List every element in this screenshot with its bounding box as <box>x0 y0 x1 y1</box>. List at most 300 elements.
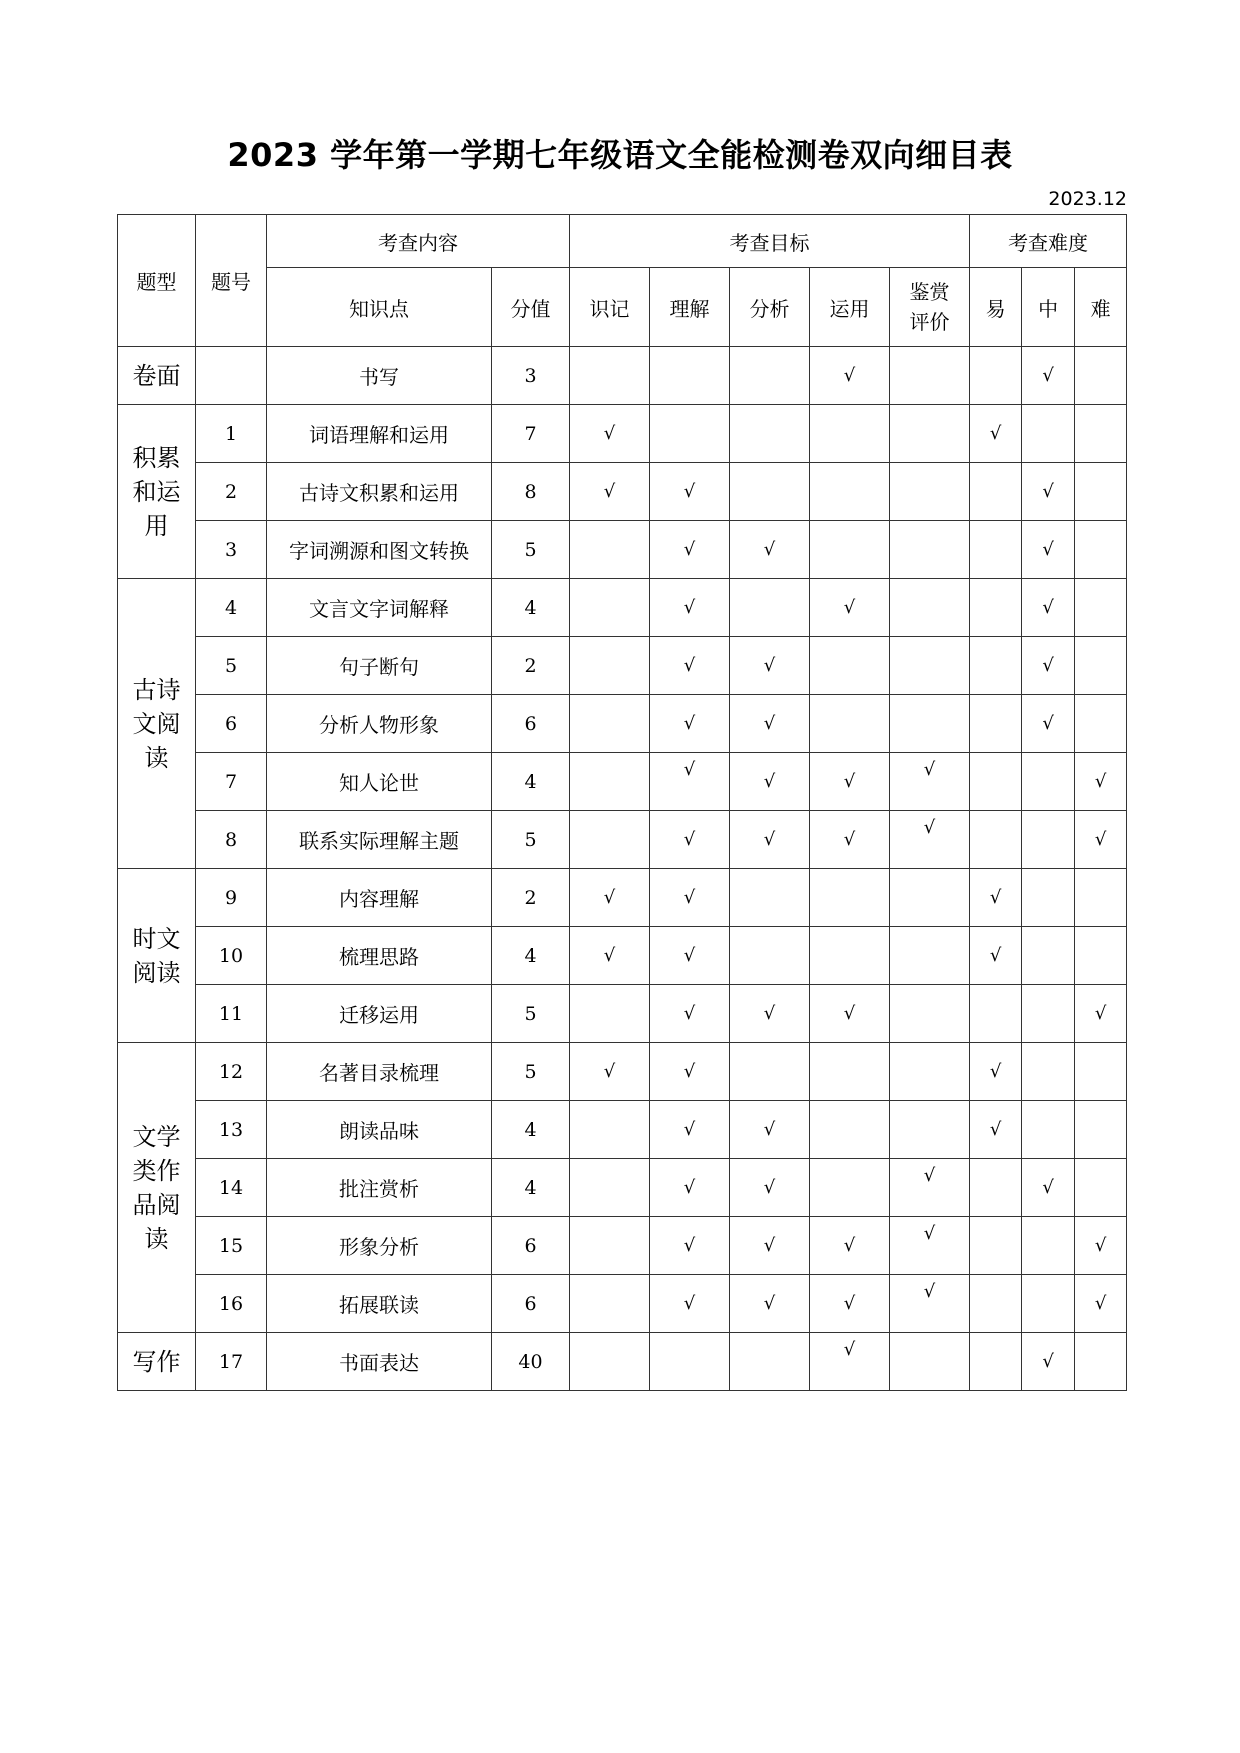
check-mark: √ <box>763 713 776 734</box>
check-cell <box>730 1275 810 1333</box>
header-appreciate: 鉴赏 评价 <box>890 268 970 347</box>
check-cell <box>650 1333 730 1391</box>
check-mark: √ <box>843 1293 856 1314</box>
check-mark: √ <box>1042 1351 1054 1372</box>
score-value: 5 <box>492 985 570 1043</box>
score-value: 40 <box>492 1333 570 1391</box>
check-cell <box>1075 811 1127 869</box>
check-cell <box>890 1043 970 1101</box>
check-cell <box>1075 695 1127 753</box>
knowledge-point: 古诗文积累和运用 <box>267 463 492 521</box>
check-cell <box>730 1159 810 1217</box>
check-cell <box>1022 1159 1075 1217</box>
question-number: 9 <box>196 869 267 927</box>
question-number: 6 <box>196 695 267 753</box>
check-cell <box>890 869 970 927</box>
check-mark: √ <box>683 481 696 502</box>
check-cell <box>1075 753 1127 811</box>
check-mark: √ <box>1042 655 1054 676</box>
check-cell <box>1075 405 1127 463</box>
check-cell <box>1075 869 1127 927</box>
check-cell <box>810 1043 890 1101</box>
check-mark: √ <box>1094 1235 1107 1256</box>
knowledge-point: 文言文字词解释 <box>267 579 492 637</box>
specification-table <box>117 214 1127 1391</box>
question-number: 10 <box>196 927 267 985</box>
section-name: 文学 类作 品阅 读 <box>118 1043 196 1333</box>
check-cell <box>810 927 890 985</box>
check-cell <box>570 579 650 637</box>
score-value: 8 <box>492 463 570 521</box>
check-cell <box>730 985 810 1043</box>
check-cell <box>650 811 730 869</box>
check-mark: √ <box>683 1119 696 1140</box>
check-cell <box>810 869 890 927</box>
check-cell <box>970 1333 1022 1391</box>
check-cell <box>970 347 1022 405</box>
knowledge-point: 词语理解和运用 <box>267 405 492 463</box>
check-cell <box>810 579 890 637</box>
check-cell <box>1022 985 1075 1043</box>
check-cell <box>1022 463 1075 521</box>
check-cell <box>730 753 810 811</box>
check-cell <box>970 811 1022 869</box>
check-cell <box>890 985 970 1043</box>
check-mark: √ <box>989 423 1002 444</box>
table-row <box>118 869 1127 927</box>
knowledge-point: 句子断句 <box>267 637 492 695</box>
knowledge-point: 拓展联读 <box>267 1275 492 1333</box>
check-cell <box>1022 1333 1075 1391</box>
score-value: 4 <box>492 927 570 985</box>
check-cell <box>810 1159 890 1217</box>
page-title: 2023 学年第一学期七年级语文全能检测卷双向细目表 <box>227 136 1013 174</box>
check-mark: √ <box>843 365 856 386</box>
check-mark: √ <box>843 1003 856 1024</box>
check-mark: √ <box>683 829 696 850</box>
check-cell <box>810 985 890 1043</box>
check-cell <box>890 1217 970 1275</box>
header-memorize: 识记 <box>570 268 650 347</box>
check-mark: √ <box>1042 365 1054 386</box>
check-mark: √ <box>763 1119 776 1140</box>
check-cell <box>1022 579 1075 637</box>
check-cell <box>970 463 1022 521</box>
check-mark: √ <box>923 1165 936 1186</box>
question-number: 3 <box>196 521 267 579</box>
document-date: 2023.12 <box>1048 188 1127 210</box>
check-cell <box>570 521 650 579</box>
check-cell <box>1022 1275 1075 1333</box>
check-cell <box>810 695 890 753</box>
check-mark: √ <box>1042 713 1054 734</box>
check-cell <box>1075 1217 1127 1275</box>
check-cell <box>730 1333 810 1391</box>
check-mark: √ <box>763 1293 776 1314</box>
table-row <box>118 753 1127 811</box>
table-row <box>118 695 1127 753</box>
knowledge-point: 批注赏析 <box>267 1159 492 1217</box>
score-value: 5 <box>492 521 570 579</box>
table-row <box>118 347 1127 405</box>
check-cell <box>570 463 650 521</box>
check-cell <box>570 753 650 811</box>
check-cell <box>650 1159 730 1217</box>
section-name: 积累 和运 用 <box>118 405 196 579</box>
check-mark: √ <box>763 1235 776 1256</box>
check-mark: √ <box>989 945 1002 966</box>
table-row <box>118 1043 1127 1101</box>
check-cell <box>970 1275 1022 1333</box>
check-cell <box>1022 927 1075 985</box>
check-cell <box>1022 405 1075 463</box>
check-cell <box>1075 1043 1127 1101</box>
table-row <box>118 811 1127 869</box>
table-row <box>118 927 1127 985</box>
check-mark: √ <box>603 423 616 444</box>
check-cell <box>970 753 1022 811</box>
check-cell <box>650 1217 730 1275</box>
check-mark: √ <box>763 539 776 560</box>
check-mark: √ <box>683 945 696 966</box>
table-row <box>118 579 1127 637</box>
question-number: 7 <box>196 753 267 811</box>
check-cell <box>730 869 810 927</box>
check-cell <box>730 347 810 405</box>
check-cell <box>970 637 1022 695</box>
score-value: 4 <box>492 1159 570 1217</box>
question-number: 12 <box>196 1043 267 1101</box>
check-mark: √ <box>1042 1177 1054 1198</box>
check-cell <box>1022 637 1075 695</box>
table-row <box>118 637 1127 695</box>
check-mark: √ <box>763 1003 776 1024</box>
score-value: 4 <box>492 753 570 811</box>
check-mark: √ <box>923 817 936 838</box>
check-cell <box>970 869 1022 927</box>
check-mark: √ <box>763 655 776 676</box>
check-cell <box>650 1043 730 1101</box>
score-value: 6 <box>492 1275 570 1333</box>
check-cell <box>1075 1101 1127 1159</box>
check-cell <box>570 1159 650 1217</box>
check-cell <box>730 637 810 695</box>
check-mark: √ <box>989 1119 1002 1140</box>
question-number <box>196 347 267 405</box>
header-medium: 中 <box>1022 268 1075 347</box>
score-value: 3 <box>492 347 570 405</box>
check-mark: √ <box>923 1223 936 1244</box>
check-cell <box>1075 521 1127 579</box>
check-cell <box>810 753 890 811</box>
check-cell <box>1075 927 1127 985</box>
check-cell <box>650 405 730 463</box>
section-name: 时文 阅读 <box>118 869 196 1043</box>
table-row <box>118 1159 1127 1217</box>
score-value: 6 <box>492 1217 570 1275</box>
check-cell <box>890 811 970 869</box>
score-value: 5 <box>492 811 570 869</box>
check-mark: √ <box>603 1061 616 1082</box>
check-cell <box>890 463 970 521</box>
section-name: 卷面 <box>118 347 196 405</box>
check-cell <box>890 637 970 695</box>
check-cell <box>810 521 890 579</box>
check-cell <box>970 927 1022 985</box>
check-cell <box>1022 347 1075 405</box>
table-row <box>118 521 1127 579</box>
header-row-sub <box>118 268 1127 347</box>
check-cell <box>890 1101 970 1159</box>
check-cell <box>810 347 890 405</box>
check-cell <box>1075 1275 1127 1333</box>
check-mark: √ <box>603 945 616 966</box>
knowledge-point: 书写 <box>267 347 492 405</box>
header-difficulty: 考查难度 <box>970 215 1127 268</box>
check-mark: √ <box>683 713 696 734</box>
check-cell <box>970 985 1022 1043</box>
knowledge-point: 形象分析 <box>267 1217 492 1275</box>
check-cell <box>970 1101 1022 1159</box>
check-cell <box>810 1217 890 1275</box>
header-goals: 考查目标 <box>570 215 970 268</box>
header-knowledge: 知识点 <box>267 268 492 347</box>
check-mark: √ <box>683 759 696 780</box>
check-cell <box>730 463 810 521</box>
check-cell <box>570 927 650 985</box>
check-cell <box>1075 985 1127 1043</box>
score-value: 2 <box>492 637 570 695</box>
check-cell <box>570 1101 650 1159</box>
check-cell <box>650 927 730 985</box>
check-cell <box>1075 579 1127 637</box>
check-cell <box>650 753 730 811</box>
score-value: 4 <box>492 1101 570 1159</box>
score-value: 2 <box>492 869 570 927</box>
table-row <box>118 1101 1127 1159</box>
check-mark: √ <box>923 1281 936 1302</box>
check-cell <box>970 1159 1022 1217</box>
check-cell <box>1075 637 1127 695</box>
check-cell <box>650 637 730 695</box>
knowledge-point: 书面表达 <box>267 1333 492 1391</box>
table-row <box>118 1333 1127 1391</box>
check-mark: √ <box>603 481 616 502</box>
question-number: 16 <box>196 1275 267 1333</box>
question-number: 2 <box>196 463 267 521</box>
check-cell <box>970 1043 1022 1101</box>
header-type: 题型 <box>118 215 196 347</box>
check-cell <box>810 405 890 463</box>
check-cell <box>730 1043 810 1101</box>
check-cell <box>570 1275 650 1333</box>
check-cell <box>1022 869 1075 927</box>
check-mark: √ <box>683 887 696 908</box>
check-cell <box>570 347 650 405</box>
check-cell <box>890 695 970 753</box>
check-cell <box>650 869 730 927</box>
check-mark: √ <box>1094 829 1107 850</box>
check-cell <box>890 1275 970 1333</box>
check-cell <box>730 1217 810 1275</box>
score-value: 6 <box>492 695 570 753</box>
header-analyze: 分析 <box>730 268 810 347</box>
check-mark: √ <box>683 597 696 618</box>
question-number: 1 <box>196 405 267 463</box>
check-cell <box>970 579 1022 637</box>
check-cell <box>810 463 890 521</box>
check-cell <box>1022 753 1075 811</box>
question-number: 11 <box>196 985 267 1043</box>
question-number: 17 <box>196 1333 267 1391</box>
score-value: 4 <box>492 579 570 637</box>
header-score: 分值 <box>492 268 570 347</box>
check-cell <box>890 347 970 405</box>
check-cell <box>890 405 970 463</box>
check-cell <box>1022 811 1075 869</box>
header-content: 考查内容 <box>267 215 570 268</box>
check-mark: √ <box>683 655 696 676</box>
header-number: 题号 <box>196 215 267 347</box>
check-mark: √ <box>683 1177 696 1198</box>
knowledge-point: 迁移运用 <box>267 985 492 1043</box>
check-cell <box>1075 347 1127 405</box>
check-cell <box>650 985 730 1043</box>
check-cell <box>650 1275 730 1333</box>
check-cell <box>570 985 650 1043</box>
score-value: 5 <box>492 1043 570 1101</box>
check-mark: √ <box>1094 771 1107 792</box>
check-cell <box>650 347 730 405</box>
check-cell <box>730 811 810 869</box>
knowledge-point: 字词溯源和图文转换 <box>267 521 492 579</box>
check-cell <box>970 695 1022 753</box>
check-mark: √ <box>843 771 856 792</box>
check-mark: √ <box>1042 539 1054 560</box>
check-cell <box>730 405 810 463</box>
check-cell <box>810 637 890 695</box>
check-cell <box>730 521 810 579</box>
check-mark: √ <box>843 829 856 850</box>
check-mark: √ <box>683 1003 696 1024</box>
question-number: 4 <box>196 579 267 637</box>
check-cell <box>1022 1217 1075 1275</box>
check-mark: √ <box>843 597 856 618</box>
check-cell <box>810 1101 890 1159</box>
check-cell <box>890 927 970 985</box>
check-cell <box>570 405 650 463</box>
check-cell <box>1075 463 1127 521</box>
check-mark: √ <box>1042 597 1054 618</box>
check-mark: √ <box>683 539 696 560</box>
check-cell <box>1022 1101 1075 1159</box>
question-number: 14 <box>196 1159 267 1217</box>
check-mark: √ <box>763 829 776 850</box>
question-number: 13 <box>196 1101 267 1159</box>
check-cell <box>1022 1043 1075 1101</box>
check-cell <box>890 1333 970 1391</box>
check-mark: √ <box>763 1177 776 1198</box>
check-cell <box>570 1217 650 1275</box>
check-mark: √ <box>1042 481 1054 502</box>
check-cell <box>650 579 730 637</box>
knowledge-point: 联系实际理解主题 <box>267 811 492 869</box>
check-cell <box>570 695 650 753</box>
knowledge-point: 朗读品味 <box>267 1101 492 1159</box>
check-cell <box>650 1101 730 1159</box>
question-number: 5 <box>196 637 267 695</box>
header-easy: 易 <box>970 268 1022 347</box>
knowledge-point: 名著目录梳理 <box>267 1043 492 1101</box>
check-cell <box>970 521 1022 579</box>
check-cell <box>890 1159 970 1217</box>
check-mark: √ <box>763 771 776 792</box>
check-cell <box>730 579 810 637</box>
check-cell <box>970 405 1022 463</box>
check-cell <box>650 521 730 579</box>
check-cell <box>1075 1159 1127 1217</box>
section-name: 写作 <box>118 1333 196 1391</box>
check-mark: √ <box>923 759 936 780</box>
table-row <box>118 1217 1127 1275</box>
check-cell <box>810 1333 890 1391</box>
header-understand: 理解 <box>650 268 730 347</box>
section-name: 古诗 文阅 读 <box>118 579 196 869</box>
check-mark: √ <box>1094 1003 1107 1024</box>
question-number: 15 <box>196 1217 267 1275</box>
check-mark: √ <box>683 1293 696 1314</box>
header-apply: 运用 <box>810 268 890 347</box>
check-cell <box>730 695 810 753</box>
check-mark: √ <box>683 1061 696 1082</box>
check-mark: √ <box>843 1339 856 1360</box>
table-row <box>118 1275 1127 1333</box>
knowledge-point: 梳理思路 <box>267 927 492 985</box>
check-cell <box>890 521 970 579</box>
check-cell <box>810 1275 890 1333</box>
check-cell <box>970 1217 1022 1275</box>
knowledge-point: 内容理解 <box>267 869 492 927</box>
check-cell <box>570 637 650 695</box>
header-hard: 难 <box>1075 268 1127 347</box>
check-cell <box>570 811 650 869</box>
header-row-top <box>118 215 1127 268</box>
knowledge-point: 分析人物形象 <box>267 695 492 753</box>
check-cell <box>890 753 970 811</box>
check-cell <box>730 1101 810 1159</box>
check-mark: √ <box>843 1235 856 1256</box>
check-cell <box>570 1043 650 1101</box>
knowledge-point: 知人论世 <box>267 753 492 811</box>
check-cell <box>1022 695 1075 753</box>
check-cell <box>1022 521 1075 579</box>
check-cell <box>570 869 650 927</box>
check-mark: √ <box>603 887 616 908</box>
table-row <box>118 405 1127 463</box>
score-value: 7 <box>492 405 570 463</box>
check-cell <box>810 811 890 869</box>
check-mark: √ <box>989 887 1002 908</box>
question-number: 8 <box>196 811 267 869</box>
check-cell <box>650 463 730 521</box>
table-row <box>118 463 1127 521</box>
check-mark: √ <box>683 1235 696 1256</box>
check-cell <box>650 695 730 753</box>
check-cell <box>570 1333 650 1391</box>
check-cell <box>730 927 810 985</box>
check-cell <box>1075 1333 1127 1391</box>
check-cell <box>890 579 970 637</box>
